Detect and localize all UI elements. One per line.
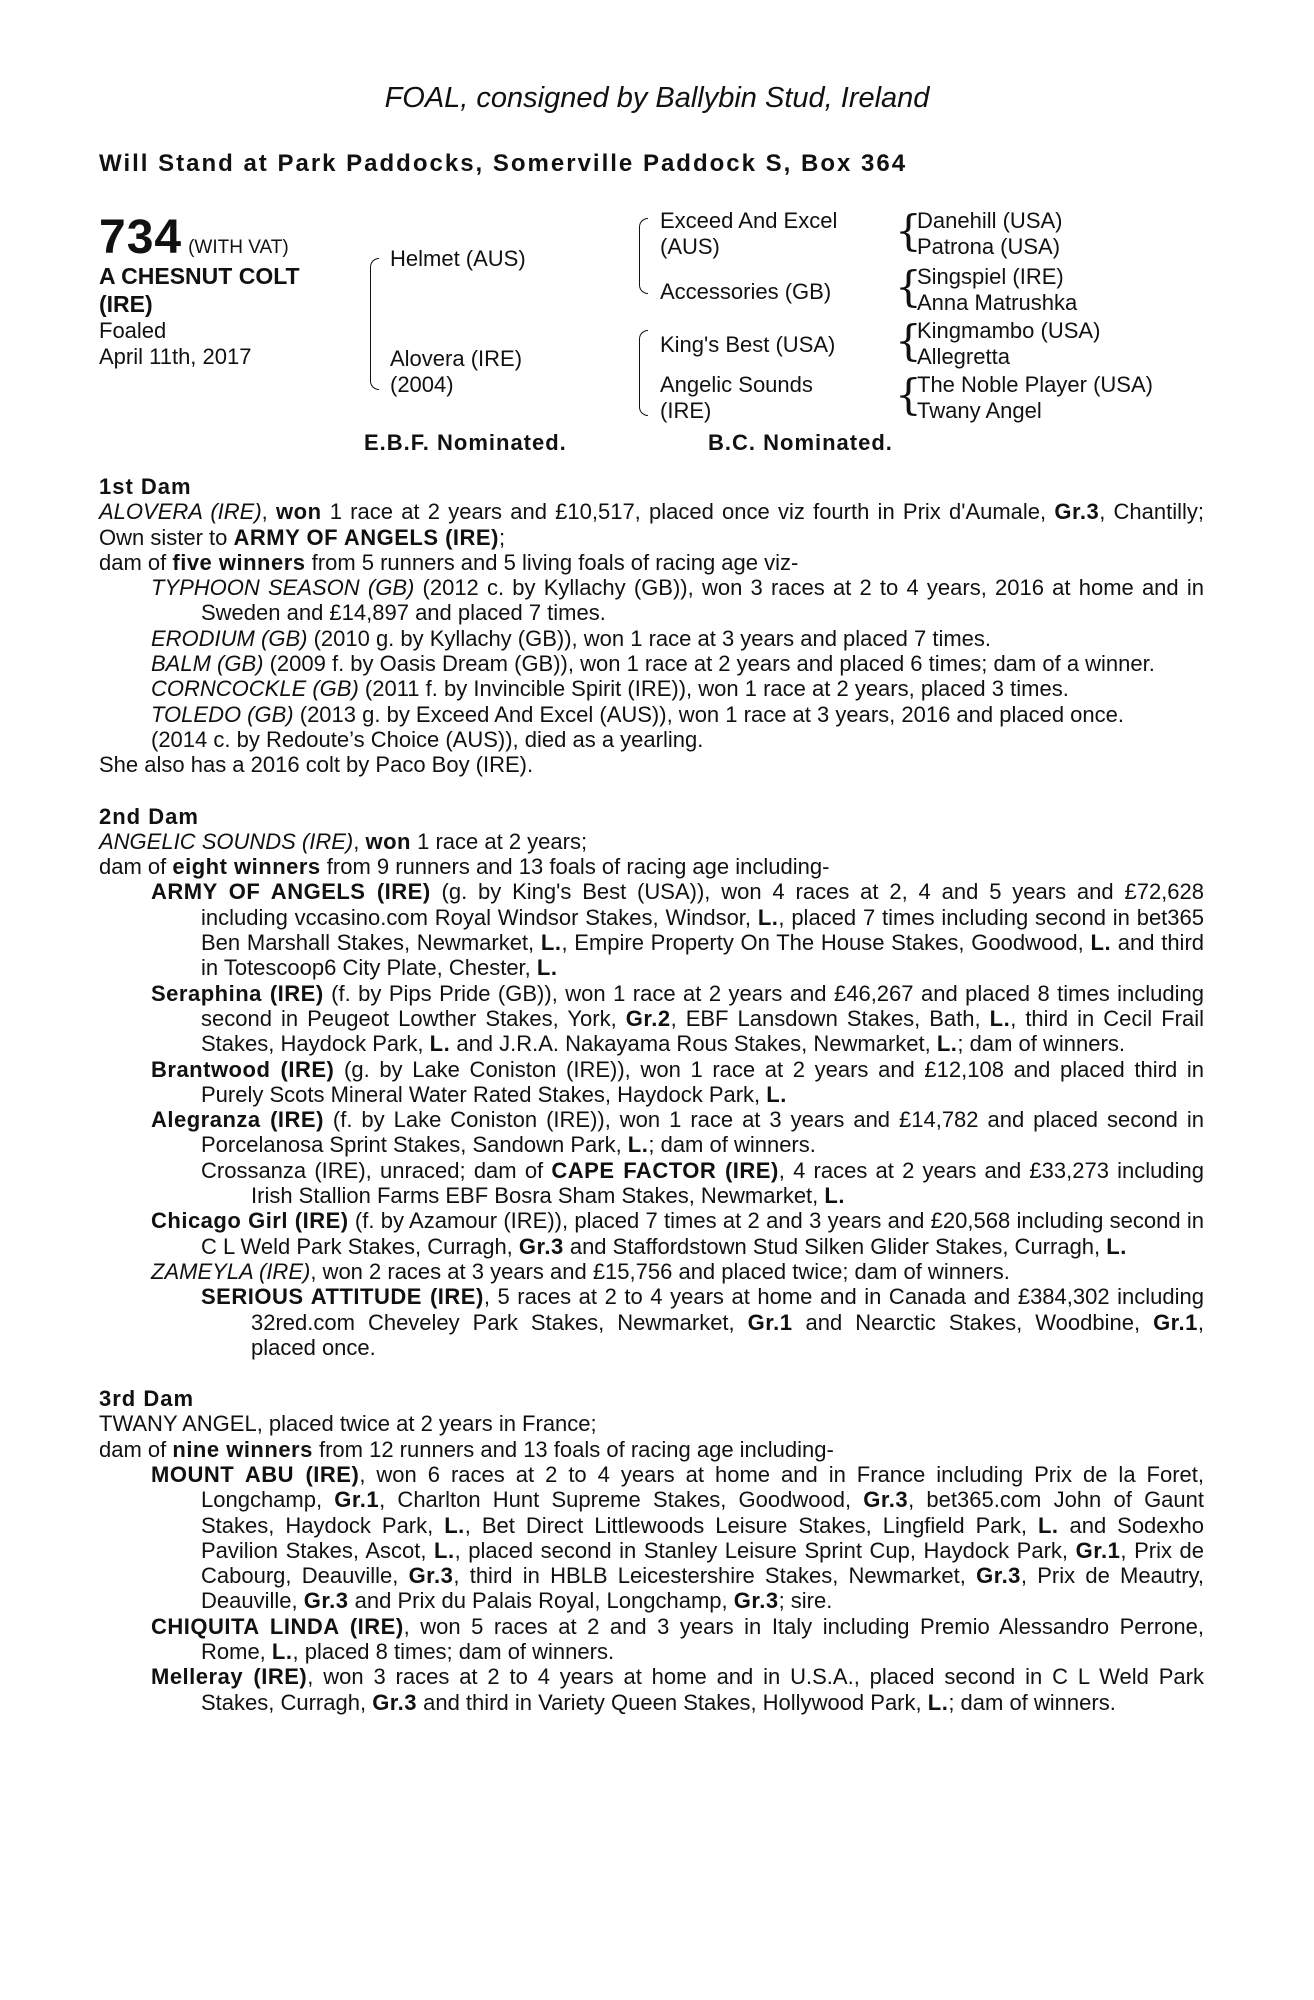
bc-nominated: B.C. Nominated. [708, 430, 893, 455]
description-line: (IRE) [99, 291, 153, 317]
entry-paragraph [99, 1411, 1204, 1436]
dam-brace [639, 330, 648, 416]
entry-paragraph [151, 1107, 1204, 1158]
g2-dam: Anna Matrushka [917, 290, 1078, 315]
text-run: L. [927, 1689, 949, 1715]
text-run: five winners [172, 549, 306, 575]
text-run: (2010 g. by Kyllachy (GB)), won 1 race at 3 years and placed 7 times. [307, 625, 991, 651]
text-run: L. [824, 1183, 845, 1209]
stand-location: Will Stand at Park Paddocks, Somerville Paddock S, Box 364 [99, 150, 908, 177]
text-run: , Chantilly; Own sister to [99, 499, 1204, 550]
text-run: L. [757, 904, 779, 930]
dam-dam-name: Angelic Sounds [660, 372, 813, 397]
text-run: Gr.3 [303, 1588, 349, 1614]
text-run: TYPHOON SEASON (GB) [151, 575, 415, 601]
entry-paragraph [99, 1437, 1204, 1462]
text-run: ARMY OF ANGELS (IRE) [151, 879, 431, 905]
text-run: , [353, 828, 366, 854]
dam-dam-country: (IRE) [660, 398, 712, 423]
sire-dam-brace [370, 258, 379, 390]
text-run: , won 5 races at 2 and 3 years in Italy including Premio Alessandro Perrone, Rome, [201, 1613, 1205, 1665]
text-run: Chicago Girl (IRE) [151, 1208, 349, 1234]
text-run: Gr.1 [334, 1487, 380, 1513]
g4-dam: Twany Angel [917, 398, 1042, 423]
dam-dam [660, 372, 813, 424]
g2-brace: { [895, 262, 922, 311]
text-run: Seraphina (IRE) [151, 980, 324, 1006]
text-run: and Prix du Palais Royal, Longchamp, [348, 1588, 734, 1614]
g1-brace: { [895, 206, 922, 255]
text-run: L. [271, 1639, 293, 1665]
g3-brace: { [895, 316, 922, 365]
text-run: ; sire. [778, 1588, 833, 1614]
text-run: Gr.1 [1153, 1309, 1198, 1335]
text-run: , third in Cecil Frail Stakes, Haydock Park, [201, 1005, 1204, 1057]
text-run: and Staffordstown Stud Silken Glider Stakes, Curragh, [563, 1233, 1107, 1259]
text-run: Gr.3 [863, 1487, 909, 1513]
consignment-line: FOAL, consigned by Ballybin Stud, Ireland [384, 82, 930, 114]
text-run: ERODIUM (GB) [151, 625, 308, 651]
text-run: , 5 races at 2 to 4 years at home and in Canada and £384,302 including 32red.com Cheveley Park Stakes, Newmarket, [251, 1284, 1205, 1335]
entry-paragraph [99, 829, 1204, 854]
text-run: L. [989, 1005, 1011, 1031]
g4-brace: { [895, 370, 922, 419]
entry-paragraph [151, 1462, 1204, 1614]
sire: Helmet (AUS) [390, 246, 526, 271]
text-run: Gr.2 [625, 1005, 671, 1031]
text-run: Gr.1 [747, 1309, 793, 1335]
dam [390, 346, 522, 398]
text-run: , 4 races at 2 years and £33,273 including Irish Stallion Farms EBF Bosra Sham Stakes, Newmarket, [251, 1157, 1204, 1209]
sire-dam: Accessories (GB) [660, 279, 832, 304]
text-run: L. [434, 1537, 455, 1563]
g1-sire: Danehill (USA) [917, 208, 1063, 233]
text-run: Crossanza (IRE), unraced; dam of [201, 1157, 552, 1183]
text-run: Gr.3 [408, 1563, 454, 1589]
text-run: (2012 c. by Kyllachy (GB)), won 3 races at 2 to 4 years, 2016 at home and in Sweden and £14,897 and placed 7 times. [201, 575, 1204, 626]
entry-paragraph [99, 752, 1204, 777]
text-run: ANGELIC SOUNDS (IRE) [99, 828, 354, 854]
text-run: from 9 runners and 13 foals of racing age including- [320, 854, 830, 880]
text-run: ARMY OF ANGELS (IRE) [233, 524, 499, 550]
text-run: L. [936, 1031, 958, 1057]
dam-name: Alovera (IRE) [390, 346, 523, 371]
g3-dam: Allegretta [917, 344, 1010, 369]
section-heading: 1st Dam [99, 474, 192, 499]
sire-sire-country: (AUS) [660, 234, 720, 259]
entry-paragraph [151, 575, 1204, 626]
text-run: and Sodexho Pavilion Stakes, Ascot, [201, 1512, 1204, 1563]
text-run: dam of [99, 549, 173, 575]
text-run: ; dam of winners. [957, 1031, 1125, 1057]
lot-header [99, 210, 289, 265]
text-run: (f. by Azamour (IRE)), placed 7 times at 2 and 3 years and £20,568 including second in C L Weld Park Stakes, Curragh, [201, 1208, 1204, 1259]
text-run: , [261, 499, 277, 525]
text-run: ALOVERA (IRE) [99, 499, 262, 525]
text-run: CAPE FACTOR (IRE) [551, 1157, 779, 1183]
text-run: won [276, 499, 322, 525]
description-line: A CHESNUT COLT [99, 263, 300, 289]
text-run: (2011 f. by Invincible Spirit (IRE)), won 1 race at 2 years, placed 3 times. [358, 676, 1069, 702]
text-run: , Bet Direct Littlewoods Leisure Stakes, Lingfield Park, [464, 1512, 1038, 1538]
text-run: , won 2 races at 3 years and £15,756 and placed twice; dam of winners. [310, 1258, 1010, 1284]
sire-sire-name: Exceed And Excel [660, 208, 838, 233]
text-run: L. [536, 955, 558, 981]
vat-note: (WITH VAT) [188, 237, 289, 258]
text-run: L. [627, 1132, 649, 1158]
text-run: won [365, 828, 411, 854]
text-run: Gr.3 [372, 1689, 417, 1715]
entry-paragraph [99, 854, 1204, 879]
text-run: , Prix de Meautry, Deauville, [201, 1563, 1205, 1614]
text-run: 1 race at 2 years and £10,517, placed once viz fourth in Prix d'Aumale, [321, 499, 1055, 525]
text-run: L. [444, 1512, 465, 1538]
sire-sire [660, 208, 837, 260]
text-run: and third in Totescoop6 City Plate, Chester, [201, 930, 1205, 981]
text-run: (f. by Lake Coniston (IRE)), won 1 race at 3 years and £14,782 and placed second in Porcelanosa Sprint Stakes, Sandown Park, [201, 1107, 1204, 1158]
text-run: L. [1106, 1233, 1127, 1259]
entry-paragraph [151, 879, 1204, 980]
text-run: L. [1037, 1512, 1059, 1538]
text-run: and third in Variety Queen Stakes, Hollywood Park, [417, 1689, 928, 1715]
text-run: She also has a 2016 colt by Paco Boy (IRE). [99, 752, 534, 778]
text-run: Melleray (IRE) [151, 1664, 308, 1690]
section-heading: 3rd Dam [99, 1386, 195, 1412]
text-run: TWANY ANGEL, placed twice at 2 years in France; [99, 1411, 597, 1437]
lot-description [99, 262, 300, 318]
text-run: (g. by Lake Coniston (IRE)), won 1 race at 2 years and £12,108 and placed third in Purely Scots Mineral Water Rated Stakes, Haydock Park, [201, 1056, 1204, 1107]
sire-brace [639, 218, 648, 294]
text-run: ZAMEYLA (IRE) [151, 1258, 311, 1284]
text-run: CORNCOCKLE (GB) [151, 676, 359, 702]
text-run: Gr.3 [1054, 499, 1100, 525]
entry-paragraph [201, 1284, 1204, 1360]
text-run: , bet365.com John of Gaunt Stakes, Haydock Park, [201, 1487, 1204, 1538]
text-run: L. [1090, 930, 1112, 956]
g2-sire: Singspiel (IRE) [917, 264, 1064, 289]
text-run: , placed 8 times; dam of winners. [292, 1639, 615, 1665]
text-run: Alegranza (IRE) [151, 1107, 324, 1133]
dam-sire: King's Best (USA) [660, 332, 836, 357]
g4-sire: The Noble Player (USA) [917, 372, 1153, 397]
text-run: from 12 runners and 13 foals of racing age including- [312, 1436, 834, 1462]
text-run: BALM (GB) [151, 651, 264, 677]
entry-paragraph [201, 1158, 1204, 1209]
dam-year: (2004) [390, 372, 454, 397]
text-run: ; dam of winners. [948, 1689, 1116, 1715]
ebf-nominated: E.B.F. Nominated. [364, 430, 567, 455]
text-run: nine winners [172, 1436, 313, 1462]
lot-number: 734 [99, 211, 183, 264]
text-run: , Charlton Hunt Supreme Stakes, Goodwood, [379, 1487, 864, 1513]
text-run: Gr.3 [733, 1588, 779, 1614]
foaled-info [99, 318, 251, 370]
entry-paragraph [151, 702, 1204, 727]
text-run: 1 race at 2 years; [411, 828, 588, 854]
text-run: , won 6 races at 2 to 4 years at home and in France including Prix de la Foret, Longchamp, [201, 1461, 1204, 1513]
text-run: ; dam of winners. [648, 1132, 816, 1158]
text-run: L. [540, 930, 562, 956]
text-run: Brantwood (IRE) [151, 1056, 335, 1082]
text-run: L. [766, 1081, 787, 1107]
entry-paragraph [151, 651, 1204, 676]
text-run: , placed second in Stanley Leisure Sprint Cup, Haydock Park, [454, 1537, 1076, 1563]
text-run: (2014 c. by Redoute’s Choice (AUS)), died as a yearling. [151, 726, 704, 752]
entry-paragraph [151, 676, 1204, 701]
g1-dam: Patrona (USA) [917, 234, 1061, 259]
text-run: TOLEDO (GB) [151, 701, 294, 727]
text-run: , placed 7 times including second in bet365 Ben Marshall Stakes, Newmarket, [201, 904, 1204, 956]
text-run: , Prix de Cabourg, Deauville, [201, 1537, 1204, 1589]
text-run: (g. by King's Best (USA)), won 4 races at 2, 4 and 5 years and £72,628 including vccasino.com Royal Windsor Stakes, Windsor, [201, 879, 1204, 930]
text-run: eight winners [172, 854, 321, 880]
section-heading: 2nd Dam [99, 803, 199, 829]
text-run: , Empire Property On The House Stakes, Goodwood, [561, 930, 1091, 956]
entry-paragraph [151, 1259, 1204, 1284]
text-run: CHIQUITA LINDA (IRE) [151, 1613, 404, 1639]
entry-paragraph [99, 499, 1204, 550]
text-run: Gr.1 [1075, 1537, 1121, 1563]
text-run: , won 3 races at 2 to 4 years at home and in U.S.A., placed second in C L Weld Park Stakes, Curragh, [201, 1664, 1204, 1715]
text-run: from 5 runners and 5 living foals of racing age viz- [305, 549, 799, 575]
text-run: ; [498, 524, 506, 550]
g3-sire: Kingmambo (USA) [917, 318, 1101, 343]
text-run: dam of [99, 1436, 173, 1462]
text-run: SERIOUS ATTITUDE (IRE) [201, 1284, 484, 1310]
foaled-label: Foaled [99, 318, 167, 343]
text-run: , EBF Lansdown Stakes, Bath, [670, 1005, 990, 1031]
entry-paragraph [99, 550, 1204, 575]
text-run: and J.R.A. Nakayama Rous Stakes, Newmarket, [450, 1031, 937, 1057]
text-run: Gr.3 [518, 1233, 564, 1259]
text-run: Gr.3 [976, 1563, 1021, 1589]
foaled-date: April 11th, 2017 [99, 344, 252, 369]
entry-paragraph [151, 626, 1204, 651]
text-run: (2009 f. by Oasis Dream (GB)), won 1 race at 2 years and placed 6 times; dam of a winner. [263, 651, 1155, 677]
text-run: L. [429, 1031, 451, 1057]
entry-paragraph [151, 1208, 1204, 1259]
text-run: , placed once. [251, 1309, 1204, 1360]
text-run: (f. by Pips Pride (GB)), won 1 race at 2 years and £46,267 and placed 8 times including second in Peugeot Lowther Stakes, York, [201, 980, 1205, 1031]
text-run: dam of [99, 854, 173, 880]
entry-paragraph [151, 1057, 1204, 1108]
entry-paragraph [151, 727, 1204, 752]
text-run: (2013 g. by Exceed And Excel (AUS)), won 1 race at 3 years, 2016 and placed once. [293, 701, 1124, 727]
entry-paragraph [151, 1664, 1204, 1715]
text-run: MOUNT ABU (IRE) [151, 1461, 360, 1487]
family-notes [99, 474, 1204, 1715]
text-run: and Nearctic Stakes, Woodbine, [792, 1309, 1154, 1335]
entry-paragraph [151, 981, 1204, 1057]
entry-paragraph [151, 1614, 1204, 1665]
text-run: , third in HBLB Leicestershire Stakes, Newmarket, [453, 1563, 977, 1589]
